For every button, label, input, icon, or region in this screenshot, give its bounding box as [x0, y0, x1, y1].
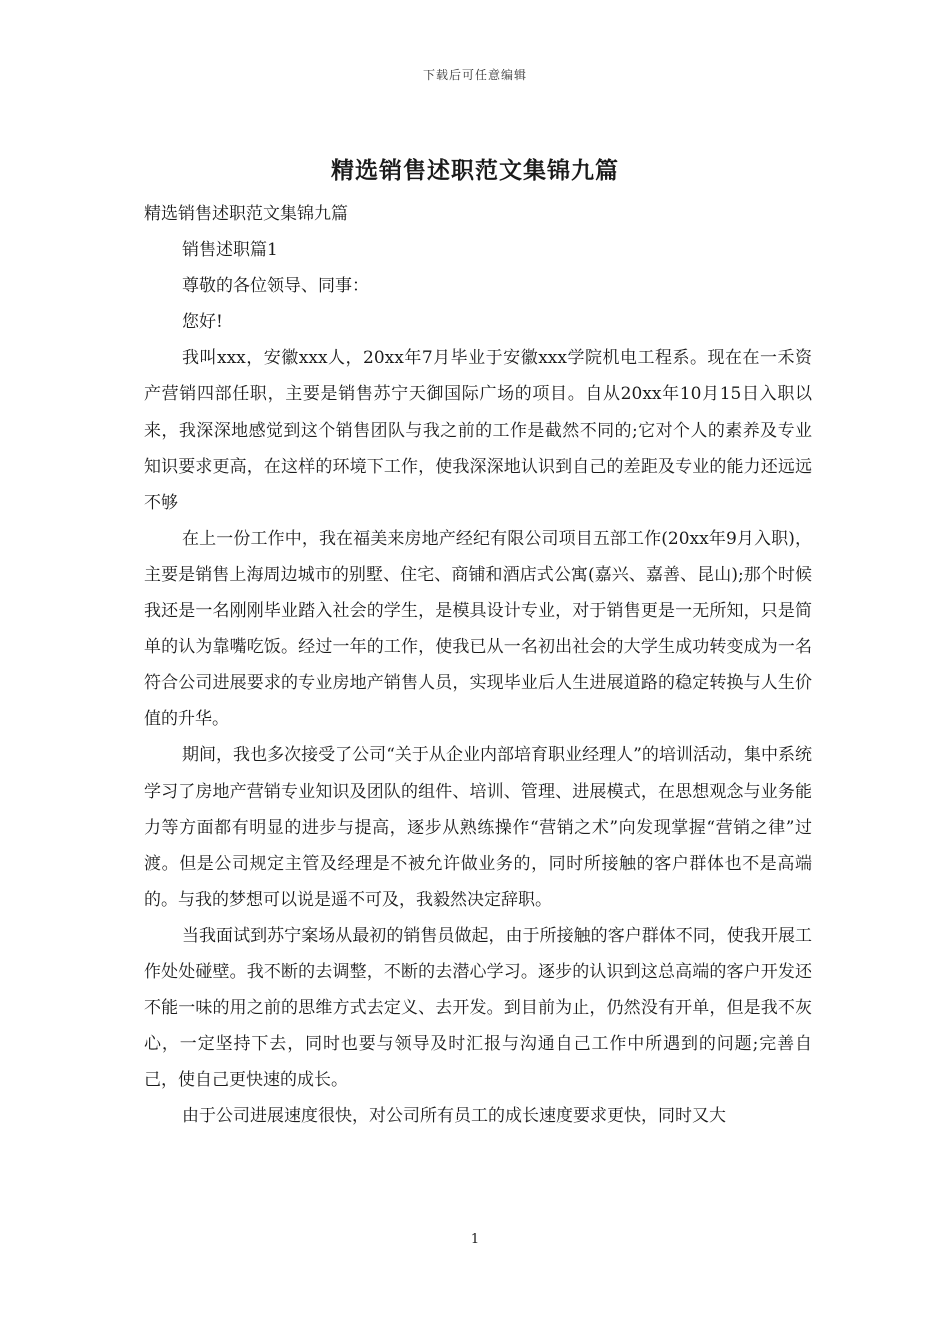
document-title: 精选销售述职范文集锦九篇 — [331, 158, 619, 184]
section-heading: 销售述职篇1 — [182, 240, 278, 261]
body-paragraph: 当我面试到苏宁案场从最初的销售员做起，由于所接触的客户群体不同，使我开展工作处处碰壁。我不断的去调整，不断的去潜心学习。逐步的认识到这总高端的客户开发还不能一味的用之前的思维方式去定义、去开发。到目前为止，仍然没有开单，但是我不灰心，一定坚持下去，同时也要与领导及时汇报与沟通自己工作中所遇到的问题;完善自己，使自己更快速的成长。 — [144, 925, 812, 1091]
header-note: 下载后可任意编辑 — [422, 68, 527, 82]
page-number: 1 — [470, 1232, 480, 1247]
salutation: 尊敬的各位领导、同事： — [182, 276, 369, 297]
body-paragraph: 期间，我也多次接受了公司“关于从企业内部培育职业经理人”的培训活动，集中系统学习了房地产营销专业知识及团队的组件、培训、管理、进展模式，在思想观念与业务能力等方面都有明显的进步与提高，逐步从熟练操作“营销之术”向发现掌握“营销之律”过渡。但是公司规定主管及经理是不被允许做业务的，同时所接触的客户群体也不是高端的。与我的梦想可以说是遥不可及，我毅然决定辞职。 — [144, 745, 812, 910]
body-paragraph: 我叫xxx，安徽xxx人，20xx年7月毕业于安徽xxx学院机电工程系。现在在一禾资产营销四部任职，主要是销售苏宁天御国际广场的项目。自从20xx年10月15日入职以来，我深深地感觉到这个销售团队与我之前的工作是截然不同的;它对个人的素养及专业知识要求更高，在这样的环境下工作，使我深深地认识到自己的差距及专业的能力还远远不够 — [144, 348, 812, 513]
document-body — [144, 196, 812, 1134]
body-paragraph: 在上一份工作中，我在福美来房地产经纪有限公司项目五部工作(20xx年9月入职)，主要是销售上海周边城市的别墅、住宅、商铺和酒店式公寓(嘉兴、嘉善、昆山);那个时候我还是一名刚刚毕业踏入社会的学生，是模具设计专业，对于销售更是一无所知，只是简单的认为靠嘴吃饭。经过一年的工作，使我已从一名初出社会的大学生成功转变成为一名符合公司进展要求的专业房地产销售人员，实现毕业后人生进展道路的稳定转换与人生价值的升华。 — [144, 528, 812, 730]
subtitle-paragraph: 精选销售述职范文集锦九篇 — [144, 204, 348, 224]
greeting: 您好! — [182, 312, 223, 333]
body-paragraph: 由于公司进展速度很快，对公司所有员工的成长速度要求更快，同时又大 — [182, 1106, 726, 1127]
